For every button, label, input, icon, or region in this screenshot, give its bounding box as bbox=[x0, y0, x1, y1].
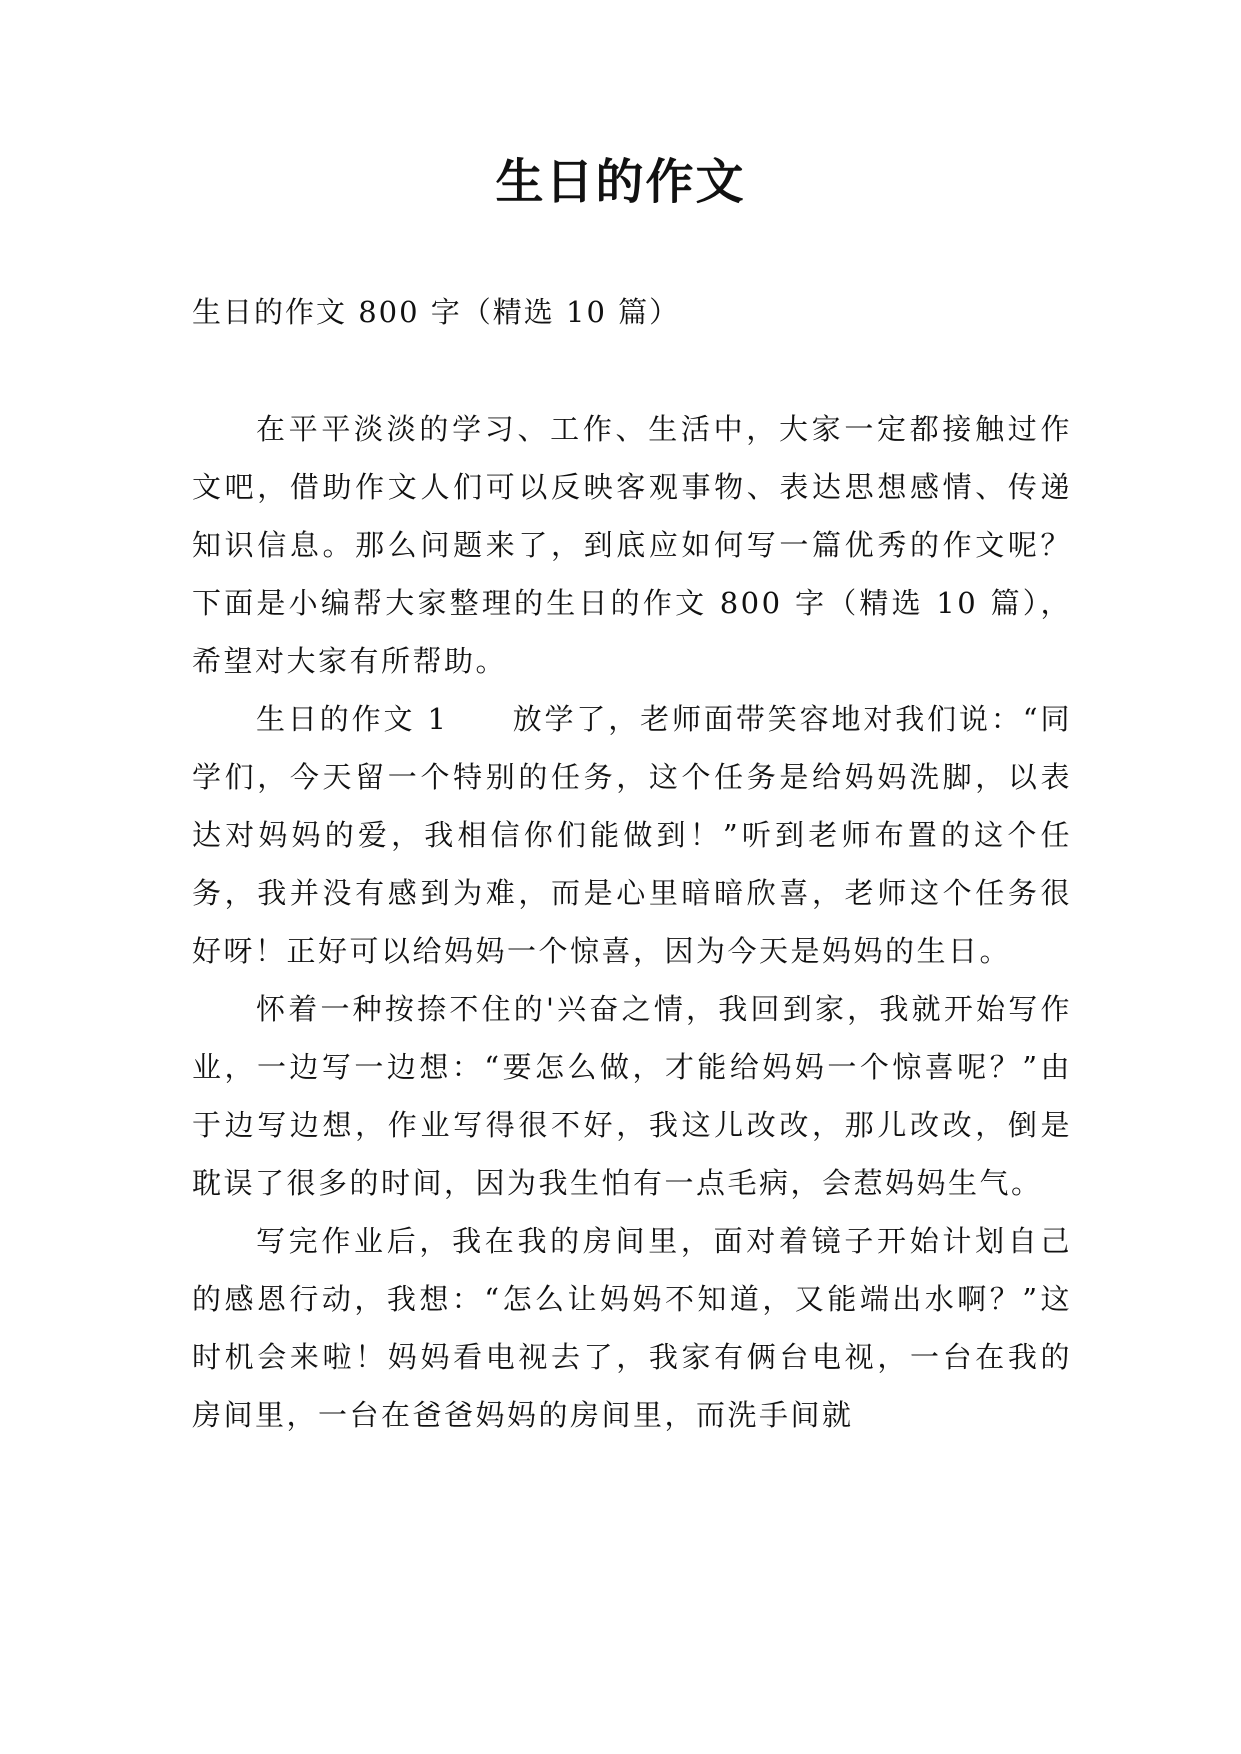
document-body bbox=[192, 400, 1072, 1444]
document-subtitle: 生日的作文 800 字（精选 10 篇） bbox=[192, 295, 681, 329]
paragraph: 怀着一种按捺不住的'兴奋之情，我回到家，我就开始写作业，一边写一边想：“要怎么做，才能给妈妈一个惊喜呢？”由于边写边想，作业写得很不好，我这儿改改，那儿改改，倒是耽误了很多的时间，因为我生怕有一点毛病，会惹妈妈生气。 bbox=[192, 992, 1072, 1200]
paragraph: 写完作业后，我在我的房间里，面对着镜子开始计划自己的感恩行动，我想：“怎么让妈妈不知道，又能端出水啊？”这时机会来啦！妈妈看电视去了，我家有俩台电视，一台在我的房间里，一台在爸爸妈妈的房间里，而洗手间就 bbox=[192, 1224, 1072, 1432]
paragraph: 生日的作文 1 放学了，老师面带笑容地对我们说：“同学们，今天留一个特别的任务，这个任务是给妈妈洗脚，以表达对妈妈的爱，我相信你们能做到！”听到老师布置的这个任务，我并没有感到为难，而是心里暗暗欣喜，老师这个任务很好呀！正好可以给妈妈一个惊喜，因为今天是妈妈的生日。 bbox=[192, 702, 1072, 968]
document-title: 生日的作文 bbox=[495, 154, 746, 210]
paragraph: 在平平淡淡的学习、工作、生活中，大家一定都接触过作文吧，借助作文人们可以反映客观事物、表达思想感情、传递知识信息。那么问题来了，到底应如何写一篇优秀的作文呢？下面是小编帮大家整理的生日的作文 800 字（精选 10 篇），希望对大家有所帮助。 bbox=[192, 412, 1072, 678]
